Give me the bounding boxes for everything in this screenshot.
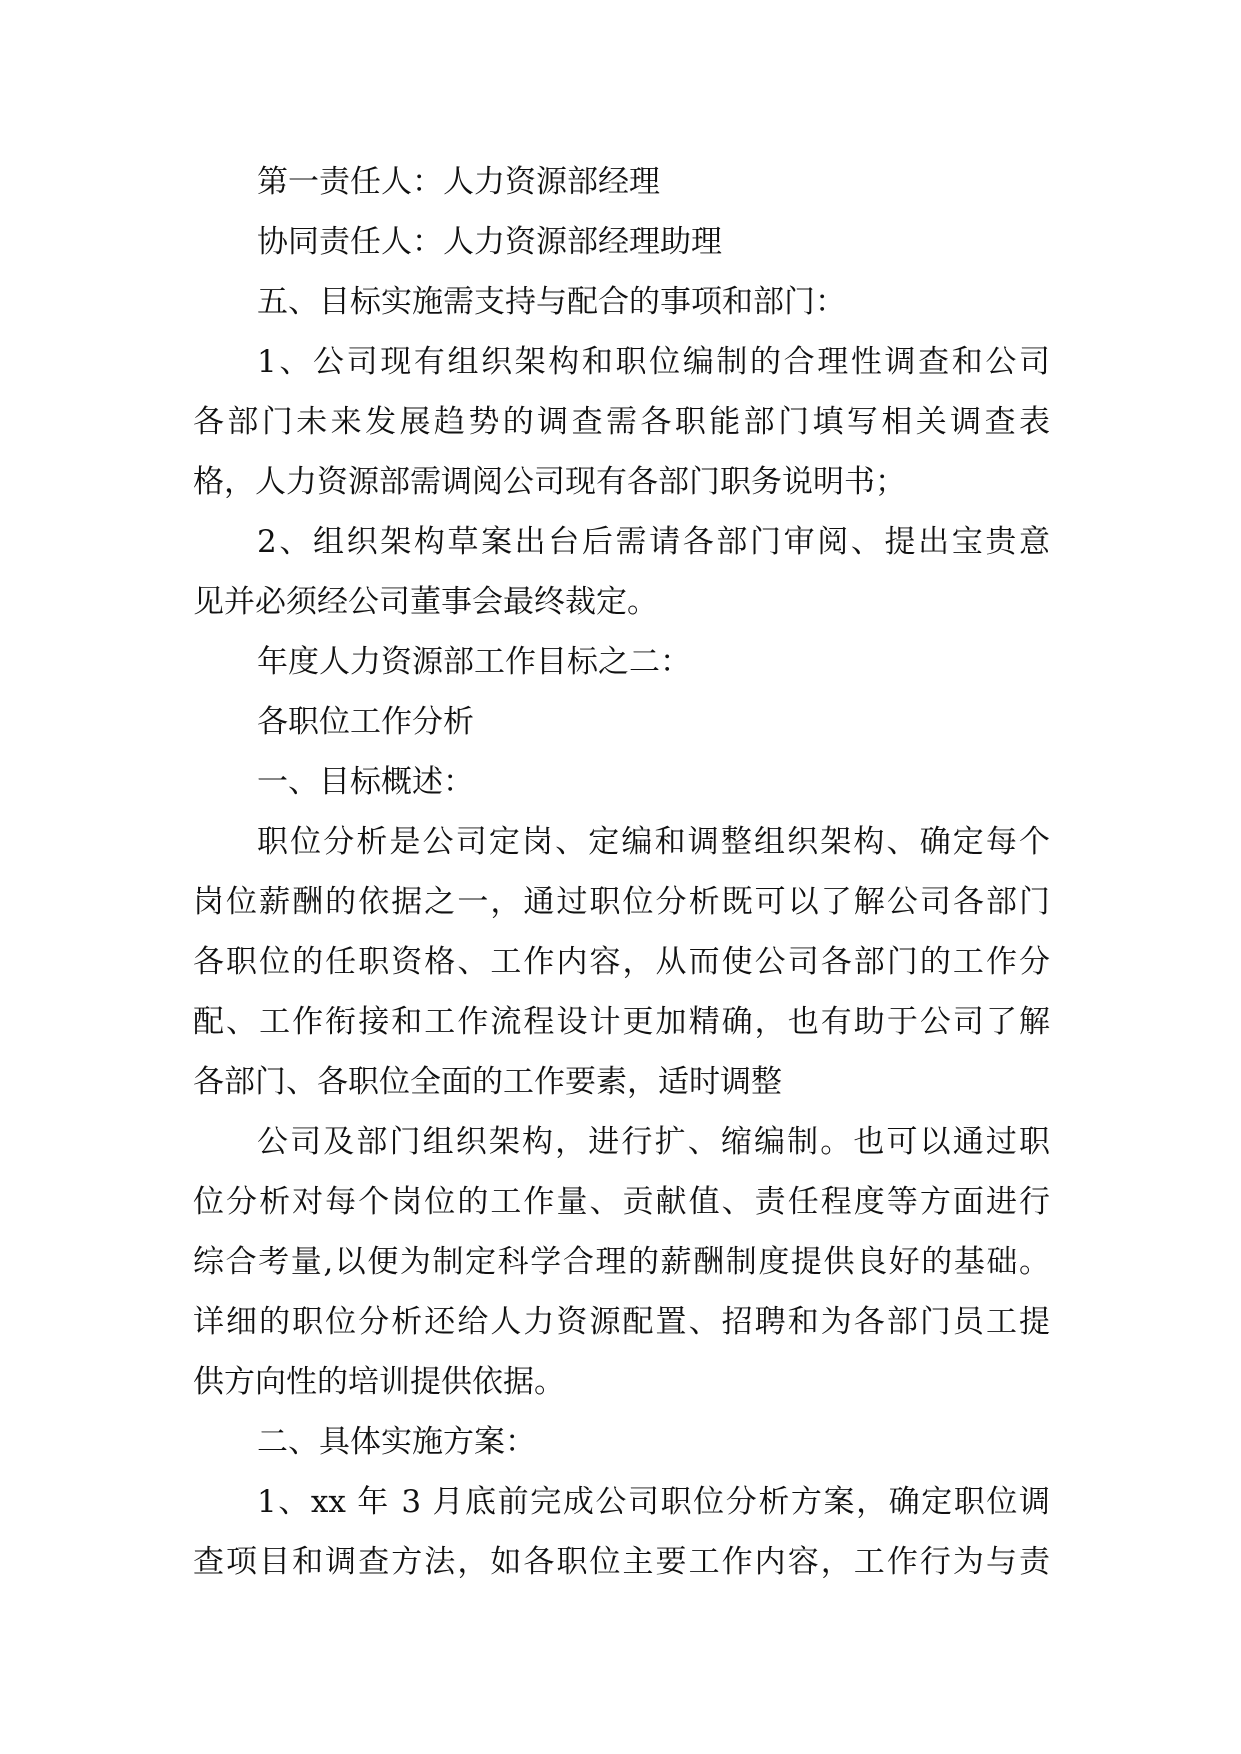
paragraph-line: 职位分析是公司定岗、定编和调整组织架构、确定每个: [257, 824, 1050, 860]
paragraph-line: 1、公司现有组织架构和职位编制的合理性调查和公司: [257, 344, 1050, 380]
paragraph-line: 各职位的任职资格、工作内容，从而使公司各部门的工作分: [193, 944, 1050, 980]
paragraph-line: 1、xx 年 3 月底前完成公司职位分析方案，确定职位调: [257, 1484, 1050, 1520]
section-heading-overview: 一、目标概述：: [257, 764, 474, 800]
section-heading-goal-two: 年度人力资源部工作目标之二：: [257, 644, 691, 680]
text-line-co-responsible: 协同责任人：人力资源部经理助理: [257, 224, 722, 260]
section-title-job-analysis: 各职位工作分析: [257, 704, 474, 740]
paragraph-line: 格，人力资源部需调阅公司现有各部门职务说明书；: [193, 464, 906, 500]
paragraph-line: 查项目和调查方法，如各职位主要工作内容，工作行为与责: [193, 1544, 1050, 1580]
section-heading-implementation: 二、具体实施方案：: [257, 1424, 536, 1460]
paragraph-line: 各部门未来发展趋势的调查需各职能部门填写相关调查表: [193, 404, 1050, 440]
paragraph-line: 公司及部门组织架构，进行扩、缩编制。也可以通过职: [257, 1124, 1050, 1160]
paragraph-line: 配、工作衔接和工作流程设计更加精确，也有助于公司了解: [193, 1004, 1050, 1040]
text-line-first-responsible: 第一责任人：人力资源部经理: [257, 164, 660, 200]
paragraph-line: 详细的职位分析还给人力资源配置、招聘和为各部门员工提: [193, 1304, 1050, 1340]
section-heading-support-items: 五、目标实施需支持与配合的事项和部门：: [257, 284, 846, 320]
paragraph-line: 综合考量,以便为制定科学合理的薪酬制度提供良好的基础。: [193, 1244, 1050, 1280]
paragraph-line: 2、组织架构草案出台后需请各部门审阅、提出宝贵意: [257, 524, 1050, 560]
paragraph-line: 位分析对每个岗位的工作量、贡献值、责任程度等方面进行: [193, 1184, 1050, 1220]
paragraph-line: 供方向性的培训提供依据。: [193, 1364, 565, 1400]
paragraph-line: 各部门、各职位全面的工作要素，适时调整: [193, 1064, 782, 1100]
paragraph-line: 岗位薪酬的依据之一，通过职位分析既可以了解公司各部门: [193, 884, 1050, 920]
paragraph-line: 见并必须经公司董事会最终裁定。: [193, 584, 658, 620]
